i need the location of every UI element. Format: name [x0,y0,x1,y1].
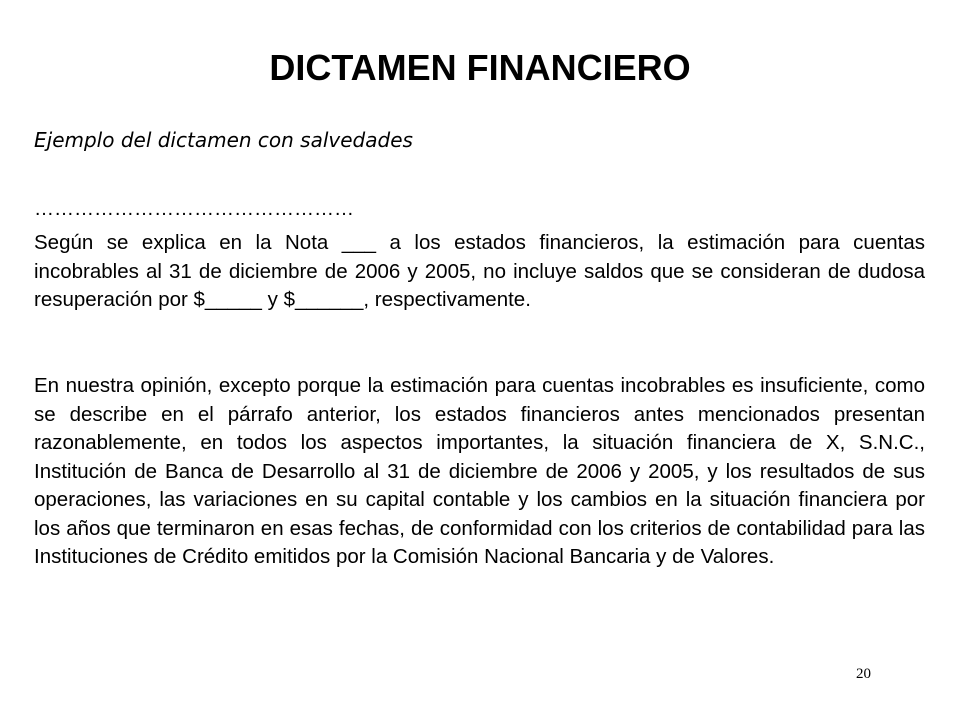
subtitle: Ejemplo del dictamen con salvedades [34,128,413,152]
page-number: 20 [856,666,871,682]
page-title: DICTAMEN FINANCIERO [269,47,691,88]
paragraph-note: Según se explica en la Nota ___ a los estados financieros, la estimación para cuentas incobrables al 31 de diciembre de 2006 y 2005, no incluye saldos que se consideran de dudosa resuperación por $_____ y $______, respectivamente. [34,231,925,311]
ellipsis-line: ………………………………………… [34,198,354,220]
paragraph-opinion: En nuestra opinión, excepto porque la estimación para cuentas incobrables es insuficiente, como se describe en el párrafo anterior, los estados financieros antes mencionados presentan razonablemente, en todos los aspectos importantes, la situación financiera de X, S.N.C., Institución de Banca de Desarrollo al 31 de diciembre de 2006 y 2005, y los resultados de sus operaciones, las variaciones en su capital contable y los cambios en la situación financiera por los años que terminaron en esas fechas, de conformidad con los criterios de contabilidad para las Instituciones de Crédito emitidos por la Comisión Nacional Bancaria y de Valores. [34,374,925,568]
